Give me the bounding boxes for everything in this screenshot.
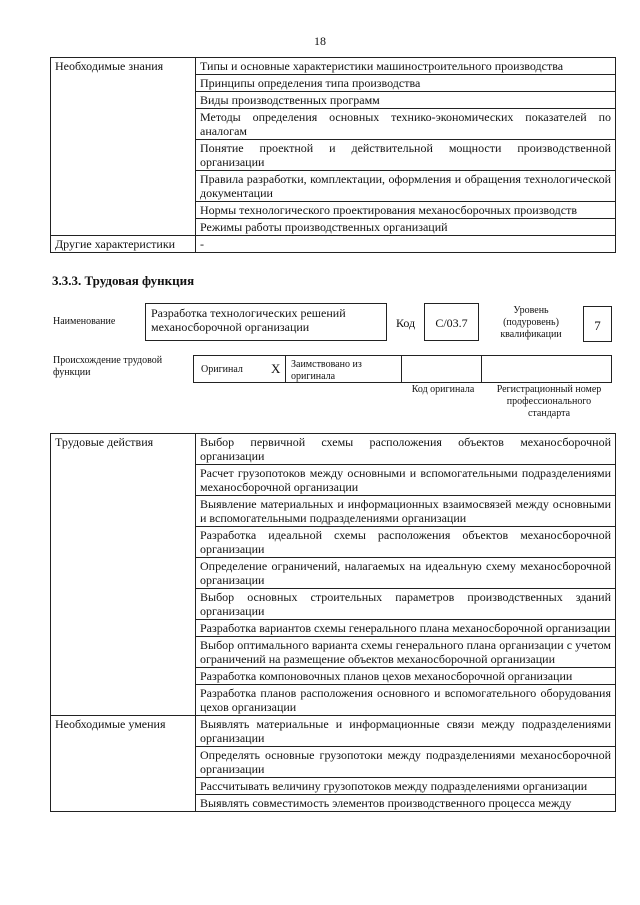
knowledge-item: Нормы технологического проектирования механосборочных производств bbox=[196, 202, 616, 219]
origin-label: Происхождение трудовой функции bbox=[53, 355, 163, 378]
page-number: 18 bbox=[314, 34, 326, 48]
action-item: Расчет грузопотоков между основными и вспомогательными подразделениями механосборочной организации bbox=[196, 465, 616, 496]
name-label: Наименование bbox=[53, 316, 116, 327]
knowledge-item: Режимы работы производственных организаций bbox=[196, 219, 616, 236]
knowledge-item: Типы и основные характеристики машиностроительного производства bbox=[196, 58, 616, 75]
other-value: - bbox=[196, 236, 616, 253]
table-row bbox=[51, 434, 616, 465]
table-row bbox=[51, 716, 616, 747]
skill-item: Рассчитывать величину грузопотоков между подразделениями организации bbox=[196, 778, 616, 795]
skill-item: Определять основные грузопотоки между подразделениями механосборочной организации bbox=[196, 747, 616, 778]
action-item: Разработка планов расположения основного и вспомогательного оборудования цехов организации bbox=[196, 685, 616, 716]
actions-label: Трудовые действия bbox=[51, 434, 196, 716]
action-item: Определение ограничений, налагаемых на идеальную схему механосборочной организации bbox=[196, 558, 616, 589]
code-value: C/03.7 bbox=[424, 303, 479, 341]
actions-table bbox=[50, 433, 616, 812]
action-item: Разработка компоновочных планов цехов механосборочной организации bbox=[196, 668, 616, 685]
divider bbox=[481, 356, 482, 382]
table-row bbox=[51, 58, 616, 75]
origin-box bbox=[193, 355, 612, 383]
section-title: 3.3.3. Трудовая функция bbox=[52, 273, 195, 288]
knowledge-table bbox=[50, 57, 616, 253]
action-item: Выбор первичной схемы расположения объектов механосборочной организации bbox=[196, 434, 616, 465]
table-row bbox=[51, 236, 616, 253]
function-name: Разработка технологических решений механосборочной организации bbox=[145, 303, 387, 341]
skill-item: Выявлять материальные и информационные связи между подразделениями организации bbox=[196, 716, 616, 747]
action-item: Разработка идеальной схемы расположения объектов механосборочной организации bbox=[196, 527, 616, 558]
reg-number-label: Регистрационный номер профессионального стандарта bbox=[496, 384, 602, 419]
knowledge-label: Необходимые знания bbox=[51, 58, 196, 236]
action-item: Выбор основных строительных параметров производственных зданий организации bbox=[196, 589, 616, 620]
knowledge-item: Понятие проектной и действительной мощности производственной организации bbox=[196, 140, 616, 171]
action-item: Выявление материальных и информационных взаимосвязей между основными и вспомогательными подразделениями организации bbox=[196, 496, 616, 527]
skill-item: Выявлять совместимость элементов производственного процесса между bbox=[196, 795, 616, 812]
level-value: 7 bbox=[583, 306, 612, 342]
level-label: Уровень (подуровень) квалификации bbox=[500, 305, 562, 340]
original-mark: X bbox=[271, 361, 281, 376]
code-label: Код bbox=[396, 316, 416, 330]
divider bbox=[401, 356, 402, 382]
code-original-label: Код оригинала bbox=[411, 384, 475, 395]
original-label: Оригинал bbox=[201, 364, 243, 375]
action-item: Выбор оптимального варианта схемы генерального плана организации с учетом ограничений на размещение объектов механосборочной организации bbox=[196, 637, 616, 668]
other-label: Другие характеристики bbox=[51, 236, 196, 253]
skills-label: Необходимые умения bbox=[51, 716, 196, 812]
knowledge-item: Правила разработки, комплектации, оформления и обращения технологической документации bbox=[196, 171, 616, 202]
knowledge-item: Принципы определения типа производства bbox=[196, 75, 616, 92]
knowledge-item: Методы определения основных технико-экономических показателей по аналогам bbox=[196, 109, 616, 140]
knowledge-item: Виды производственных программ bbox=[196, 92, 616, 109]
action-item: Разработка вариантов схемы генерального плана механосборочной организации bbox=[196, 620, 616, 637]
borrowed-label: Заимствовано из оригинала bbox=[291, 359, 362, 382]
divider bbox=[285, 356, 286, 382]
